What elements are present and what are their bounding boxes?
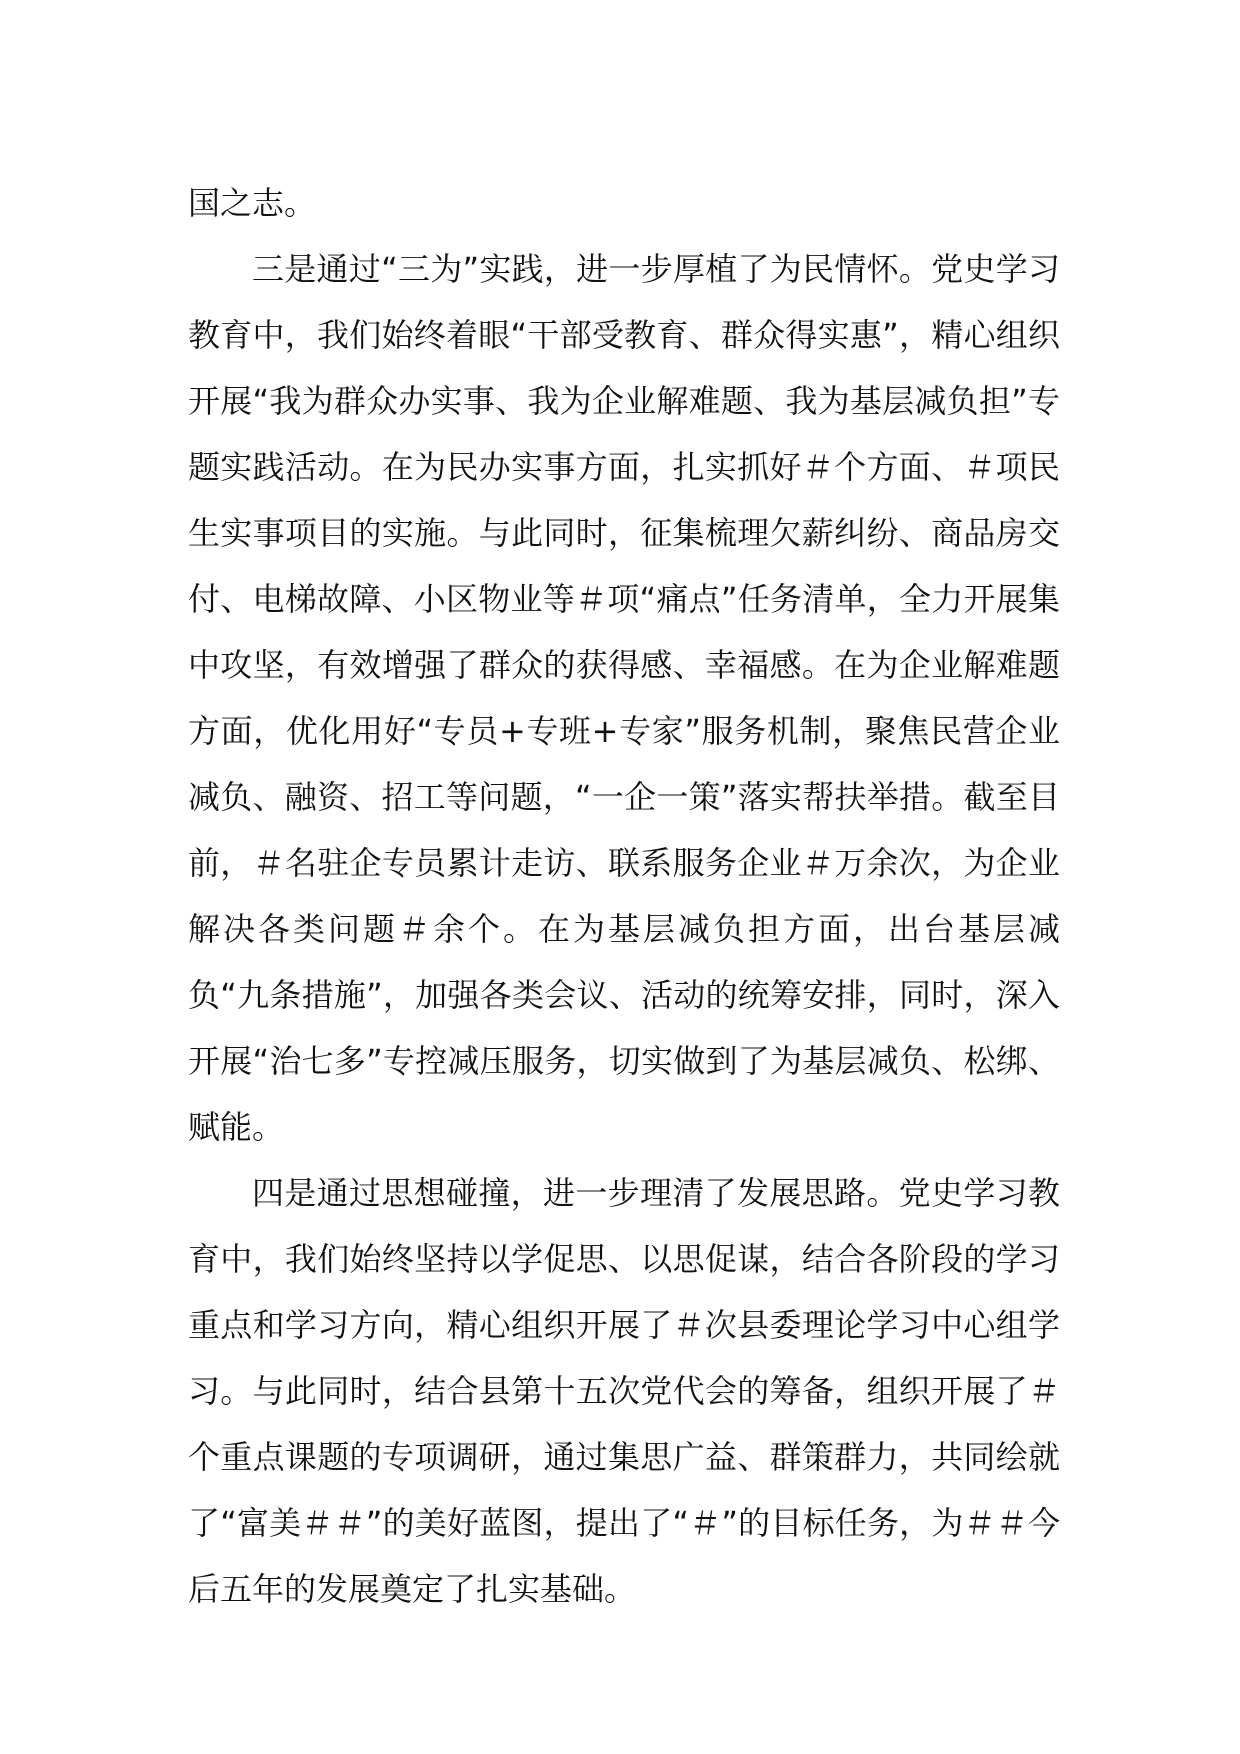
paragraph-four-thinking: 四是通过思想碰撞，进一步理清了发展思路。党史学习教育中，我们始终坚持以学促思、以思促谋，结合各阶段的学习重点和学习方向，精心组织开展了＃次县委理论学习中心组学习。与此同时，结合县第十五次党代会的筹备，组织开展了＃个重点课题的专项调研，通过集思广益、群策群力，共同绘就了“富美＃＃”的美好蓝图，提出了“＃”的目标任务，为＃＃今后五年的发展奠定了扎实基础。 (188, 1174, 1060, 1608)
paragraph-three-practice: 三是通过“三为”实践，进一步厚植了为民情怀。党史学习教育中，我们始终着眼“干部受教育、群众得实惠”，精心组织开展“我为群众办实事、我为企业解难题、我为基层减负担”专题实践活动。在为民办实事方面，扎实抓好＃个方面、＃项民生实事项目的实施。与此同时，征集梳理欠薪纠纷、商品房交付、电梯故障、小区物业等＃项“痛点”任务清单，全力开展集中攻坚，有效增强了群众的获得感、幸福感。在为企业解难题方面，优化用好“专员+专班+专家”服务机制，聚焦民营企业减负、融资、招工等问题，“一企一策”落实帮扶举措。截至目前，＃名驻企专员累计走访、联系服务企业＃万余次，为企业解决各类问题＃余个。在为基层减负担方面，出台基层减负“九条措施”，加强各类会议、活动的统筹安排，同时，深入开展“治七多”专控减压服务，切实做到了为基层减负、松绑、赋能。 (188, 250, 1060, 1146)
paragraph-continuation: 国之志。 (188, 184, 317, 222)
document-body (188, 170, 1060, 1622)
